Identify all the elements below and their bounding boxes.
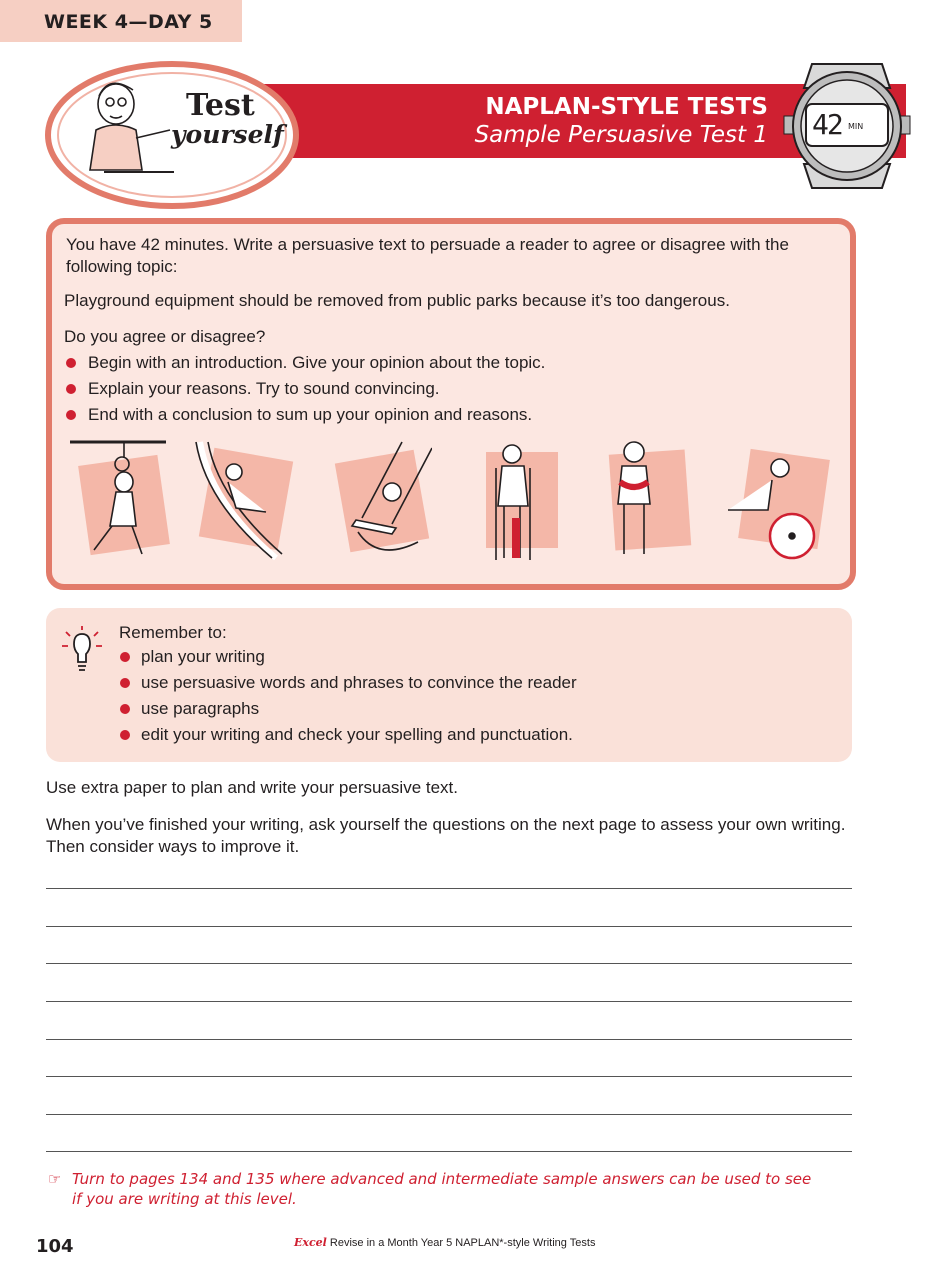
footnote-line-2: if you are writing at this level. [72, 1190, 297, 1208]
child-in-wheelchair-illustration [722, 438, 832, 566]
footer-book-title: Revise in a Month Year 5 NAPLAN*-style Writing Tests [329, 1237, 596, 1249]
writing-line[interactable] [46, 1001, 852, 1002]
lightbulb-icon [60, 624, 104, 678]
writing-line[interactable] [46, 1151, 852, 1152]
child-on-swing-illustration [322, 438, 432, 566]
task-bullet: Explain your reasons. Try to sound convincing. [88, 379, 440, 398]
task-question: Do you agree or disagree? [64, 327, 266, 346]
task-topic: Playground equipment should be removed from public parks because it’s too dangerous. [64, 291, 730, 310]
writing-line[interactable] [46, 888, 852, 889]
footer-title [294, 1236, 595, 1249]
child-hanging-bar-illustration [66, 438, 176, 566]
task-bullet: End with a conclusion to sum up your opinion and reasons. [88, 405, 533, 424]
bullet-dot [120, 652, 130, 662]
bullet-dot [66, 358, 76, 368]
instruction-line-2: When you’ve finished your writing, ask yourself the questions on the next page to assess your own writing. Then consider ways to improve it. [46, 815, 846, 856]
remember-heading: Remember to: [119, 623, 227, 642]
badge-line-test: Test [186, 88, 255, 123]
remember-bullet: plan your writing [141, 647, 265, 666]
badge-line-yourself: yourself [171, 120, 284, 149]
stopwatch-icon [782, 60, 912, 192]
banner-title: NAPLAN-STYLE TESTS [485, 94, 768, 120]
child-with-crutches-illustration [466, 438, 576, 566]
bullet-dot [66, 384, 76, 394]
timer-unit: MIN [848, 122, 864, 131]
banner-subtitle: Sample Persuasive Test 1 [474, 122, 768, 148]
pointing-hand-icon: ☞ [48, 1170, 62, 1188]
timer-number: 42 [812, 108, 842, 141]
writing-line[interactable] [46, 1114, 852, 1115]
footer-brand: Excel [294, 1236, 327, 1249]
remember-bullet: edit your writing and check your spelling and punctuation. [141, 725, 573, 744]
footnote-line-1: Turn to pages 134 and 135 where advanced and intermediate sample answers can be used to see [72, 1170, 812, 1188]
week-day-label: WEEK 4—DAY 5 [0, 0, 242, 42]
remember-bullet: use paragraphs [141, 699, 260, 718]
bullet-dot [120, 730, 130, 740]
writing-line[interactable] [46, 1039, 852, 1040]
bullet-dot [66, 410, 76, 420]
page-number: 104 [36, 1236, 74, 1257]
bullet-dot [120, 704, 130, 714]
instruction-line-1: Use extra paper to plan and write your persuasive text. [46, 778, 458, 797]
child-with-sling-illustration [590, 438, 700, 566]
task-intro: You have 42 minutes. Write a persuasive text to persuade a reader to agree or disagree with the following topic: [66, 235, 789, 276]
writing-line[interactable] [46, 963, 852, 964]
child-on-slide-illustration [186, 438, 296, 566]
writing-line[interactable] [46, 1076, 852, 1077]
remember-bullet: use persuasive words and phrases to convince the reader [141, 673, 577, 692]
writing-line[interactable] [46, 926, 852, 927]
bullet-dot [120, 678, 130, 688]
task-bullet: Begin with an introduction. Give your opinion about the topic. [88, 353, 546, 372]
